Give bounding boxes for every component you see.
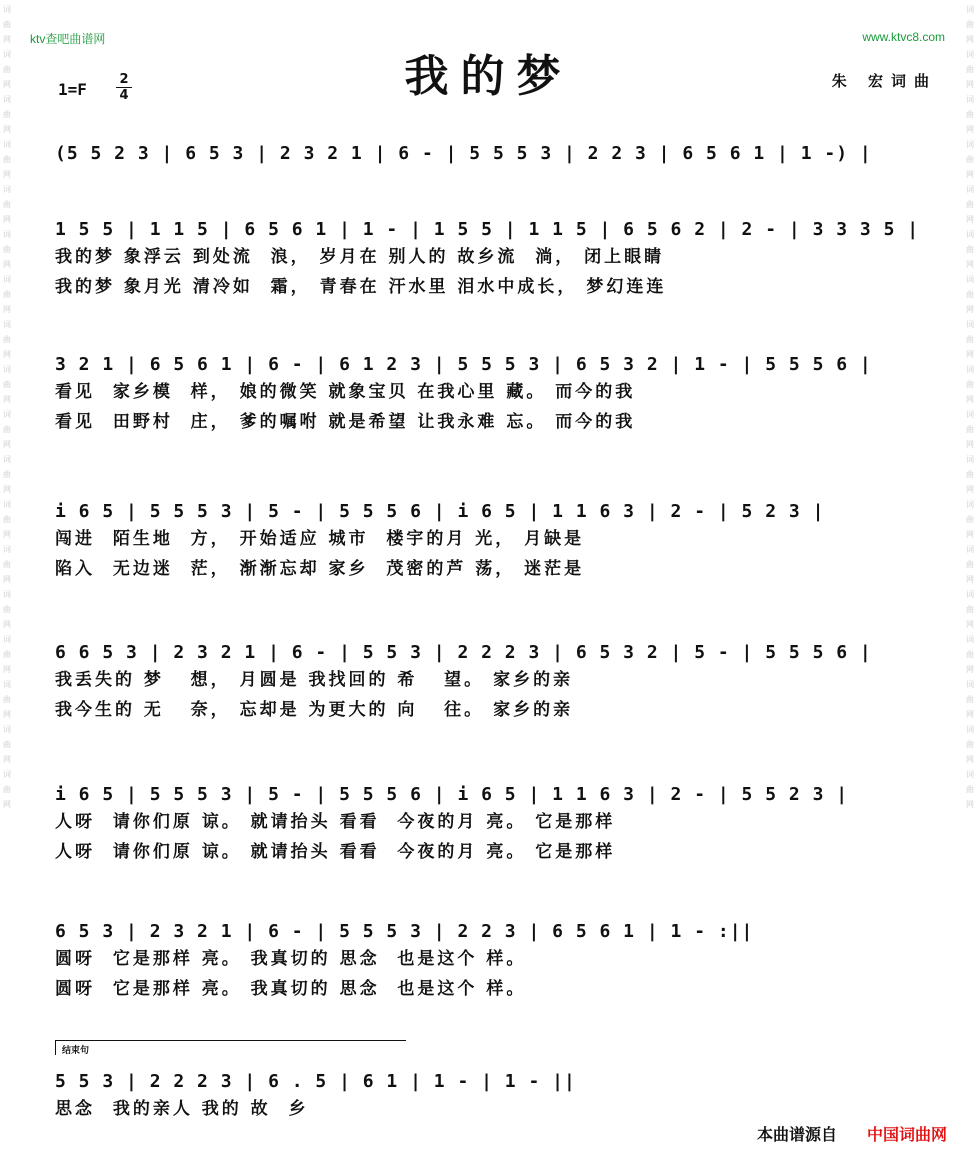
watermark-glyph: 曲 [3, 200, 11, 209]
watermark-glyph: 词 [3, 140, 11, 149]
watermark-glyph: 词 [966, 140, 974, 149]
watermark-glyph: 网 [3, 35, 11, 44]
watermark-glyph: 词 [966, 770, 974, 779]
watermark-glyph: 词 [3, 635, 11, 644]
watermark-glyph: 网 [966, 800, 974, 809]
watermark-glyph: 词 [966, 725, 974, 734]
watermark-glyph: 词 [3, 185, 11, 194]
watermark-glyph: 曲 [3, 605, 11, 614]
watermark-glyph: 曲 [3, 110, 11, 119]
watermark-glyph: 词 [3, 50, 11, 59]
watermark-glyph: 曲 [966, 200, 974, 209]
watermark-glyph: 曲 [966, 20, 974, 29]
watermark-glyph: 曲 [966, 245, 974, 254]
lyric-verse-1: 我的梦 象浮云 到处流 浪， 岁月在 别人的 故乡流 淌， 闭上眼睛 [55, 247, 665, 267]
watermark-glyph: 曲 [966, 110, 974, 119]
watermark-glyph: 词 [966, 320, 974, 329]
watermark-glyph: 网 [966, 440, 974, 449]
score-line-4 [55, 641, 935, 725]
left-watermark-strip [0, 0, 14, 1169]
watermark-glyph: 词 [966, 95, 974, 104]
footer-source-text: 本曲谱源自 [756, 1125, 837, 1144]
time-signature-bottom: 4 [116, 87, 132, 103]
watermark-glyph: 网 [966, 395, 974, 404]
watermark-glyph: 词 [966, 410, 974, 419]
watermark-glyph: 词 [3, 410, 11, 419]
watermark-glyph: 词 [3, 455, 11, 464]
watermark-glyph: 词 [966, 545, 974, 554]
footer-brand-link[interactable]: 中国词曲网 [866, 1125, 947, 1144]
key-signature: 1=F [58, 80, 87, 99]
score-line-3 [55, 500, 935, 584]
watermark-glyph: 词 [3, 545, 11, 554]
notes-line: 1 5 5 | 1 1 5 | 6 5 6 1 | 1 - | 1 5 5 | 1 1 5 | 6 5 6 2 | 2 - | 3 3 3 5 | [55, 219, 920, 240]
watermark-glyph: 词 [3, 770, 11, 779]
watermark-glyph: 曲 [3, 740, 11, 749]
watermark-glyph: 网 [966, 575, 974, 584]
time-signature-top: 2 [119, 72, 129, 87]
watermark-glyph: 词 [966, 635, 974, 644]
watermark-glyph: 曲 [3, 425, 11, 434]
watermark-glyph: 曲 [3, 65, 11, 74]
watermark-glyph: 网 [966, 485, 974, 494]
watermark-glyph: 网 [3, 125, 11, 134]
time-signature [116, 72, 132, 103]
watermark-glyph: 曲 [3, 650, 11, 659]
watermark-glyph: 网 [966, 260, 974, 269]
watermark-glyph: 网 [966, 710, 974, 719]
watermark-glyph: 网 [966, 620, 974, 629]
watermark-glyph: 词 [3, 590, 11, 599]
watermark-glyph: 网 [966, 170, 974, 179]
watermark-glyph: 网 [3, 800, 11, 809]
lyric-verse-1: 闯进 陌生地 方， 开始适应 城市 楼宇的月 光， 月缺是 [55, 529, 585, 549]
notes-line: i 6 5 | 5 5 5 3 | 5 - | 5 5 5 6 | i 6 5 | 1 1 6 3 | 2 - | 5 2 3 | [55, 501, 825, 522]
watermark-glyph: 网 [966, 80, 974, 89]
watermark-glyph: 网 [966, 755, 974, 764]
watermark-glyph: 曲 [966, 515, 974, 524]
watermark-glyph: 网 [3, 215, 11, 224]
lyric-verse-2: 陷入 无边迷 茫， 渐渐忘却 家乡 茂密的芦 荡， 迷茫是 [55, 559, 585, 579]
site-url-right[interactable]: www.ktvc8.com [862, 30, 945, 44]
watermark-glyph: 网 [3, 710, 11, 719]
watermark-glyph: 网 [3, 305, 11, 314]
watermark-glyph: 网 [966, 35, 974, 44]
watermark-glyph: 词 [3, 95, 11, 104]
watermark-glyph: 词 [3, 680, 11, 689]
watermark-glyph: 曲 [3, 560, 11, 569]
score-line-1 [55, 218, 935, 302]
watermark-glyph: 网 [3, 530, 11, 539]
watermark-glyph: 词 [966, 500, 974, 509]
watermark-glyph: 网 [3, 170, 11, 179]
watermark-glyph: 曲 [3, 695, 11, 704]
watermark-glyph: 网 [966, 305, 974, 314]
watermark-glyph: 曲 [966, 695, 974, 704]
watermark-glyph: 词 [3, 500, 11, 509]
watermark-glyph: 词 [966, 680, 974, 689]
watermark-glyph: 曲 [3, 515, 11, 524]
watermark-glyph: 词 [3, 5, 11, 14]
lyric-verse-2: 圆呀 它是那样 亮。 我真切的 思念 也是这个 样。 [55, 979, 527, 999]
song-title: 我的梦 [404, 51, 573, 102]
lyric-verse-1: 看见 家乡模 样， 娘的微笑 就象宝贝 在我心里 藏。 而今的我 [55, 382, 636, 402]
watermark-glyph: 网 [3, 575, 11, 584]
lyric-verse-2: 看见 田野村 庄， 爹的嘱咐 就是希望 让我永难 忘。 而今的我 [55, 412, 636, 432]
watermark-glyph: 词 [966, 275, 974, 284]
watermark-glyph: 词 [966, 365, 974, 374]
watermark-glyph: 曲 [966, 290, 974, 299]
watermark-glyph: 词 [966, 455, 974, 464]
watermark-glyph: 曲 [966, 650, 974, 659]
watermark-glyph: 曲 [966, 785, 974, 794]
site-label-left[interactable]: ktv查吧曲谱网 [30, 32, 106, 46]
watermark-glyph: 曲 [966, 425, 974, 434]
watermark-glyph: 曲 [966, 605, 974, 614]
watermark-glyph: 曲 [966, 470, 974, 479]
lyric-verse-2: 我的梦 象月光 清冷如 霜， 青春在 汗水里 泪水中成长， 梦幻连连 [55, 277, 667, 297]
ending-label: 结束句 [62, 1046, 90, 1056]
score-line-2 [55, 353, 935, 437]
lyric-verse-2: 人呀 请你们原 谅。 就请抬头 看看 今夜的月 亮。 它是那样 [55, 842, 616, 862]
watermark-glyph: 网 [3, 755, 11, 764]
lyric-verse-1: 人呀 请你们原 谅。 就请抬头 看看 今夜的月 亮。 它是那样 [55, 812, 616, 832]
watermark-glyph: 网 [3, 620, 11, 629]
watermark-glyph: 网 [3, 80, 11, 89]
watermark-glyph: 网 [966, 530, 974, 539]
score-line-5 [55, 783, 935, 867]
notes-line: 6 5 3 | 2 3 2 1 | 6 - | 5 5 5 3 | 2 2 3 | 6 5 6 1 | 1 - :|| [55, 921, 754, 942]
watermark-glyph: 曲 [3, 245, 11, 254]
watermark-glyph: 网 [966, 665, 974, 674]
watermark-glyph: 网 [3, 260, 11, 269]
score-line-6 [55, 920, 935, 1004]
ending-bracket [55, 1040, 406, 1055]
watermark-glyph: 词 [966, 50, 974, 59]
score-line-7 [55, 1070, 935, 1124]
watermark-glyph: 词 [966, 185, 974, 194]
watermark-glyph: 曲 [966, 380, 974, 389]
watermark-glyph: 词 [3, 365, 11, 374]
notes-line: 5 5 3 | 2 2 2 3 | 6 . 5 | 6 1 | 1 - | 1 - || [55, 1071, 576, 1092]
watermark-glyph: 词 [966, 590, 974, 599]
watermark-glyph: 曲 [3, 785, 11, 794]
watermark-glyph: 网 [3, 485, 11, 494]
watermark-glyph: 曲 [966, 155, 974, 164]
watermark-glyph: 词 [3, 230, 11, 239]
watermark-glyph: 曲 [3, 335, 11, 344]
lyric-verse-1: 圆呀 它是那样 亮。 我真切的 思念 也是这个 样。 [55, 949, 527, 969]
watermark-glyph: 网 [3, 665, 11, 674]
watermark-glyph: 词 [966, 5, 974, 14]
watermark-glyph: 曲 [3, 20, 11, 29]
watermark-glyph: 词 [3, 725, 11, 734]
lyric-verse-2: 我今生的 无 奈， 忘却是 为更大的 向 往。 家乡的亲 [55, 700, 574, 720]
right-watermark-strip [963, 0, 977, 1169]
watermark-glyph: 曲 [3, 155, 11, 164]
watermark-glyph: 网 [3, 395, 11, 404]
watermark-glyph: 曲 [3, 470, 11, 479]
watermark-glyph: 网 [3, 350, 11, 359]
notes-line: (5 5 2 3 | 6 5 3 | 2 3 2 1 | 6 - | 5 5 5 3 | 2 2 3 | 6 5 6 1 | 1 -) | [55, 143, 872, 164]
watermark-glyph: 曲 [3, 290, 11, 299]
watermark-glyph: 网 [966, 350, 974, 359]
watermark-glyph: 曲 [966, 560, 974, 569]
watermark-glyph: 曲 [966, 65, 974, 74]
notes-line: 6 6 5 3 | 2 3 2 1 | 6 - | 5 5 3 | 2 2 2 3 | 6 5 3 2 | 5 - | 5 5 5 6 | [55, 642, 872, 663]
watermark-glyph: 网 [3, 440, 11, 449]
watermark-glyph: 网 [966, 125, 974, 134]
score-line-0 [55, 142, 935, 166]
watermark-glyph: 词 [3, 275, 11, 284]
watermark-glyph: 曲 [3, 380, 11, 389]
notes-line: 3 2 1 | 6 5 6 1 | 6 - | 6 1 2 3 | 5 5 5 3 | 6 5 3 2 | 1 - | 5 5 5 6 | [55, 354, 872, 375]
composer-credit: 朱 宏词曲 [831, 72, 937, 90]
notes-line: i 6 5 | 5 5 5 3 | 5 - | 5 5 5 6 | i 6 5 | 1 1 6 3 | 2 - | 5 5 2 3 | [55, 784, 849, 805]
lyric-verse-1: 我丢失的 梦 想， 月圆是 我找回的 希 望。 家乡的亲 [55, 670, 574, 690]
watermark-glyph: 词 [966, 230, 974, 239]
watermark-glyph: 曲 [966, 740, 974, 749]
watermark-glyph: 网 [966, 215, 974, 224]
watermark-glyph: 词 [3, 320, 11, 329]
watermark-glyph: 曲 [966, 335, 974, 344]
lyric-verse-1: 思念 我的亲人 我的 故 乡 [55, 1099, 309, 1119]
